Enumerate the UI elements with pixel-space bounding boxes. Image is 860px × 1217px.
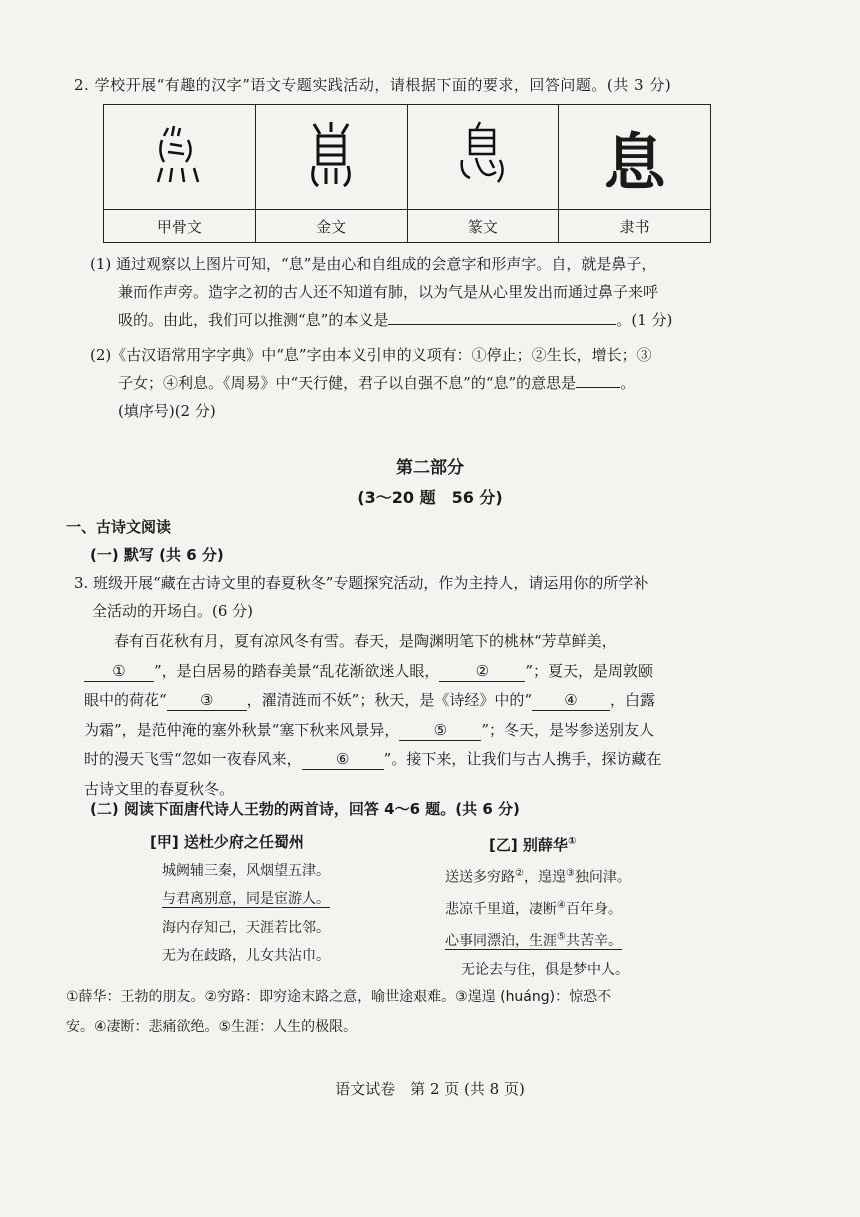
poem-b-line-3b: 共苦辛。 bbox=[565, 933, 622, 950]
blank-6[interactable]: ⑥ bbox=[302, 749, 384, 770]
poem-a bbox=[150, 828, 330, 971]
question-3 bbox=[74, 569, 794, 625]
sub2-line-2-text: 子女；④利息。《周易》中“天行健，君子以自强不息”的“息”的意思是 bbox=[118, 374, 577, 392]
bronze-glyph-cell bbox=[255, 105, 407, 210]
poem-b-title-note: ① bbox=[567, 836, 577, 847]
passage-line-5a: 时的漫天飞雪“忽如一夜春风来， bbox=[84, 750, 302, 768]
oracle-bone-glyph-cell bbox=[104, 105, 256, 210]
passage-line-2b: ”；夏天，是周敦颐 bbox=[525, 661, 654, 680]
poem-notes bbox=[66, 982, 611, 1042]
clerical-glyph-cell bbox=[559, 105, 711, 210]
part-2-title: 第二部分 bbox=[396, 458, 464, 478]
sub1-line-1: (1) 通过观察以上图片可知，“息”是由心和自组成的会意字和形声字。自，就是鼻子， bbox=[90, 255, 657, 273]
label-clerical: 隶书 bbox=[559, 210, 711, 243]
passage-line-2 bbox=[84, 657, 804, 687]
q3-opening-passage bbox=[84, 627, 804, 804]
passage-line-6: 古诗文里的春夏秋冬。 bbox=[84, 779, 235, 798]
poem-b-line-1b: ，遑遑 bbox=[523, 869, 566, 886]
q3-line-1: 3. 班级开展“藏在古诗文里的春夏秋冬”专题探究活动，作为主持人，请运用你的所学补 bbox=[74, 574, 649, 592]
q3-line-2: 全活动的开场白。(6 分) bbox=[92, 602, 254, 620]
section-1-sub2-title: (二) 阅读下面唐代诗人王勃的两首诗，回答 4～6 题。(共 6 分) bbox=[90, 800, 520, 818]
answer-blank-meaning-number[interactable] bbox=[576, 387, 620, 388]
note-ref-4: ④ bbox=[557, 899, 566, 911]
notes-line-2: 安。④凄断：悲痛欲绝。⑤生涯：人生的极限。 bbox=[66, 1019, 358, 1035]
poem-b bbox=[445, 828, 631, 984]
notes-line-1: ①薛华：王勃的朋友。②穷路：即穷途末路之意，喻世途艰难。③遑遑 (huáng)：惊恐不 bbox=[66, 989, 612, 1005]
sub2-line-2 bbox=[90, 369, 652, 397]
poem-b-line-2b: 百年身。 bbox=[565, 901, 622, 918]
passage-line-4a: 为霜”，是范仲淹的塞外秋景“塞下秋来风景异， bbox=[84, 720, 400, 739]
oracle-bone-xi-glyph bbox=[154, 122, 204, 188]
poem-b-line-2 bbox=[445, 892, 631, 924]
sub2-line-2-end: 。 bbox=[620, 374, 636, 392]
blank-3[interactable]: ③ bbox=[167, 690, 247, 711]
poem-b-title: [乙] 别薛华 bbox=[489, 836, 568, 854]
page-footer: 语文试卷 第 2 页 (共 8 页) bbox=[335, 1080, 525, 1098]
label-oracle-bone: 甲骨文 bbox=[104, 210, 256, 243]
sub1-score: 。(1 分) bbox=[616, 311, 673, 329]
blank-4[interactable]: ④ bbox=[532, 690, 610, 711]
poem-b-line-1c: 独问津。 bbox=[574, 869, 631, 886]
poem-b-line-1a: 送送多穷路 bbox=[445, 869, 515, 886]
sub2-line-1: (2)《古汉语常用字字典》中“息”字由本义引申的义项有：①停止；②生长，增长；③ bbox=[90, 346, 652, 364]
passage-line-1: 春有百花秋有月，夏有凉风冬有雪。春天，是陶渊明笔下的桃林“芳草鲜美， bbox=[114, 632, 617, 650]
question-2-sub2 bbox=[90, 341, 652, 425]
sub1-line-2: 兼而作声旁。造字之初的古人还不知道有肺，以为气是从心里发出而通过鼻子来呼 bbox=[118, 283, 659, 301]
poem-b-line-3 bbox=[445, 924, 631, 956]
poem-b-line-2a: 悲凉千里道，凄断 bbox=[445, 901, 557, 918]
sub1-line-3 bbox=[90, 306, 672, 334]
passage-line-5 bbox=[84, 745, 804, 775]
passage-line-4 bbox=[84, 716, 804, 746]
question-2-header: 2. 学校开展“有趣的汉字”语文专题实践活动，请根据下面的要求，回答问题。(共 3 分) bbox=[74, 76, 672, 94]
poem-a-line-4: 无为在歧路，儿女共沾巾。 bbox=[162, 948, 330, 964]
question-2-sub1 bbox=[90, 250, 672, 334]
passage-line-5b: ”。接下来，让我们与古人携手，探访藏在 bbox=[383, 750, 662, 768]
poem-a-line-3: 海内存知己，天涯若比邻。 bbox=[162, 919, 330, 936]
bronze-xi-glyph bbox=[304, 120, 358, 190]
passage-line-3c: ，白露 bbox=[610, 691, 656, 709]
poem-a-line-2: 与君离别意，同是宦游人。 bbox=[162, 891, 330, 907]
passage-line-3b: ，濯清涟而不妖”；秋天，是《诗经》中的“ bbox=[246, 691, 533, 709]
poem-b-title-line bbox=[489, 828, 631, 860]
part-2-subtitle: (3～20 题 56 分) bbox=[357, 488, 503, 507]
poem-a-title: [甲] 送杜少府之任蜀州 bbox=[150, 833, 304, 851]
sub2-line-3: (填序号)(2 分) bbox=[118, 402, 216, 420]
sub1-line-3-text: 吸的。由此，我们可以推测“息”的本义是 bbox=[118, 311, 389, 329]
answer-blank-original-meaning[interactable] bbox=[388, 324, 616, 325]
poem-b-line-4: 无论去与住，俱是梦中人。 bbox=[461, 961, 629, 978]
character-evolution-table bbox=[103, 104, 711, 243]
blank-1[interactable]: ① bbox=[84, 661, 154, 682]
passage-line-3a: 眼中的荷花“ bbox=[84, 691, 167, 709]
note-ref-2: ② bbox=[515, 867, 524, 879]
blank-5[interactable]: ⑤ bbox=[399, 720, 481, 741]
poem-a-line-1: 城阙辅三秦，风烟望五津。 bbox=[162, 862, 330, 879]
poem-b-line-1 bbox=[445, 860, 631, 892]
passage-line-2a: ”，是白居易的踏春美景“乱花渐欲迷人眼， bbox=[154, 661, 440, 680]
note-ref-5: ⑤ bbox=[557, 931, 566, 943]
blank-2[interactable]: ② bbox=[439, 661, 525, 682]
passage-line-4b: ”；冬天，是岑参送别友人 bbox=[481, 720, 655, 739]
passage-line-3 bbox=[84, 686, 804, 716]
section-1-sub1-title: (一) 默写 (共 6 分) bbox=[90, 546, 224, 564]
note-ref-3: ③ bbox=[565, 867, 575, 879]
clerical-xi-char: 息 bbox=[603, 125, 666, 199]
label-bronze: 金文 bbox=[255, 210, 407, 243]
poem-b-line-3a: 心事同漂泊，生涯 bbox=[445, 933, 557, 950]
seal-glyph-cell bbox=[407, 105, 559, 210]
seal-xi-glyph bbox=[456, 120, 510, 190]
label-seal: 篆文 bbox=[407, 210, 559, 243]
section-1-title: 一、古诗文阅读 bbox=[66, 518, 172, 536]
